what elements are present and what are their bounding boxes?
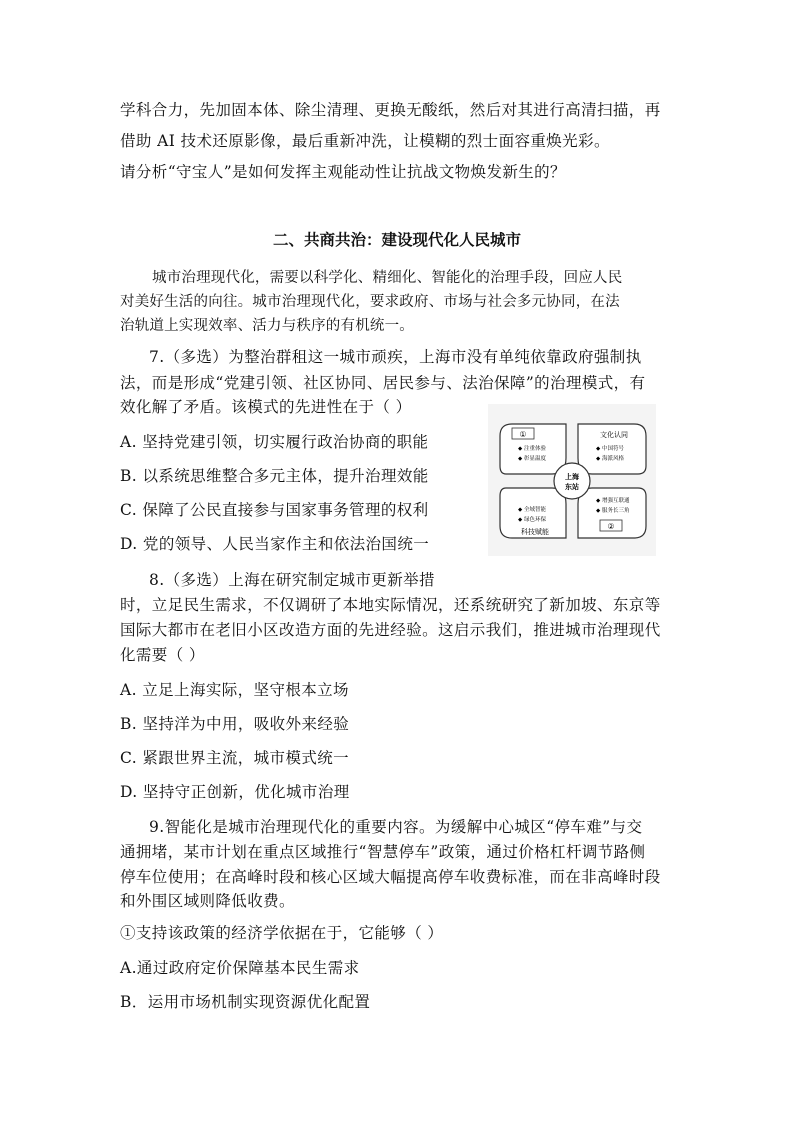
line-top-2: 借助 AI 技术还原影像，最后重新冲洗，让模糊的烈士面容重焕光彩。 [120, 132, 610, 150]
q9-option-a: A.通过政府定价保障基本民生需求 [120, 959, 360, 977]
diagram-bl-item-1: ◆ 全域智能 [518, 507, 546, 513]
diagram-num-1: ① [519, 430, 527, 439]
q9-line-1: 9.智能化是城市治理现代化的重要内容。为缓解中心城区“停车难”与交 [149, 818, 643, 836]
q8-line-2: 时，立足民生需求，不仅调研了本地实际情况，还系统研究了新加坡、东京等 [120, 596, 661, 614]
q8-line-4: 化需要（ ） [120, 646, 205, 664]
diagram-br-item-1: ◆ 增强互联通 [596, 498, 630, 504]
question-line: 请分析“守宝人”是如何发挥主观能动性让抗战文物焕发新生的？ [120, 163, 566, 181]
q7-option-d: D. 党的领导、人民当家作主和依法治国统一 [120, 535, 430, 553]
section-title: 二、共商共治：建设现代化人民城市 [272, 231, 521, 249]
intro-line-2: 对美好生活的向往。城市治理现代化，要求政府、市场与社会多元协同，在法 [120, 294, 620, 310]
q8-line-3: 国际大都市在老旧小区改造方面的先进经验。这启示我们，推进城市治理现代 [120, 621, 661, 639]
diagram-br-item-2: ◆ 服务长三角 [596, 508, 630, 514]
diagram-center-2: 东站 [565, 483, 579, 491]
intro-line-3: 治轨道上实现效率、活力与秩序的有机统一。 [120, 318, 414, 334]
q9-sub-question: ①支持该政策的经济学依据在于，它能够（ ） [120, 924, 444, 942]
intro-line-1: 城市治理现代化，需要以科学化、精细化、智能化的治理手段，回应人民 [152, 270, 623, 286]
q8-line-1: 8.（多选）上海在研究制定城市更新举措 [149, 571, 435, 589]
q9-line-4: 和外围区域则降低收费。 [120, 892, 295, 910]
line-top-1: 学科合力，先加固本体、除尘清理、更换无酸纸，然后对其进行高清扫描，再 [120, 101, 661, 119]
q7-option-c: C. 保障了公民直接参与国家事务管理的权利 [120, 501, 429, 519]
q9-line-2: 通拥堵，某市计划在重点区域推行“智慧停车”政策，通过价格杠杆调节路侧 [120, 843, 646, 861]
diagram-bl-title: 科技赋能 [521, 528, 549, 536]
q7-option-a: A. 坚持党建引领，切实履行政治协商的职能 [120, 433, 429, 451]
center-circle [554, 463, 590, 499]
diagram-tr-item-1: ◆ 中国符号 [596, 446, 624, 452]
q9-line-3: 停车位使用；在高峰时段和核心区域大幅提高停车收费标准，而在非高峰时段 [120, 868, 661, 886]
diagram-center-1: 上海 [565, 473, 579, 481]
diagram-tl-item-1: ◆ 注重体验 [518, 446, 546, 452]
diagram-num-2: ② [607, 522, 615, 531]
q8-option-a: A. 立足上海实际，坚守根本立场 [120, 681, 349, 699]
diagram-tr-item-2: ◆ 海派风格 [596, 456, 624, 462]
diagram-tl-item-2: ◆ 彰显温度 [518, 456, 546, 462]
q7-line-2: 法，而是形成“党建引领、社区协同、居民参与、法治保障”的治理模式，有 [120, 374, 646, 392]
diagram-tr-title: 文化认同 [600, 431, 628, 439]
q9-option-b: B．运用市场机制实现资源优化配置 [120, 993, 371, 1011]
diagram-bl-item-2: ◆ 绿色环保 [518, 517, 546, 523]
q7-option-b: B. 以系统思维整合多元主体，提升治理效能 [120, 467, 429, 485]
q7-line-3: 效化解了矛盾。该模式的先进性在于（ ） [120, 398, 412, 416]
governance-diagram [478, 402, 666, 558]
q7-line-1: 7.（多选）为整治群租这一城市顽疾，上海市没有单纯依靠政府强制执 [149, 348, 642, 366]
q8-option-d: D. 坚持守正创新，优化城市治理 [120, 783, 350, 801]
q8-option-c: C. 紧跟世界主流，城市模式统一 [120, 749, 350, 767]
q8-option-b: B. 坚持洋为中用，吸收外来经验 [120, 715, 350, 733]
